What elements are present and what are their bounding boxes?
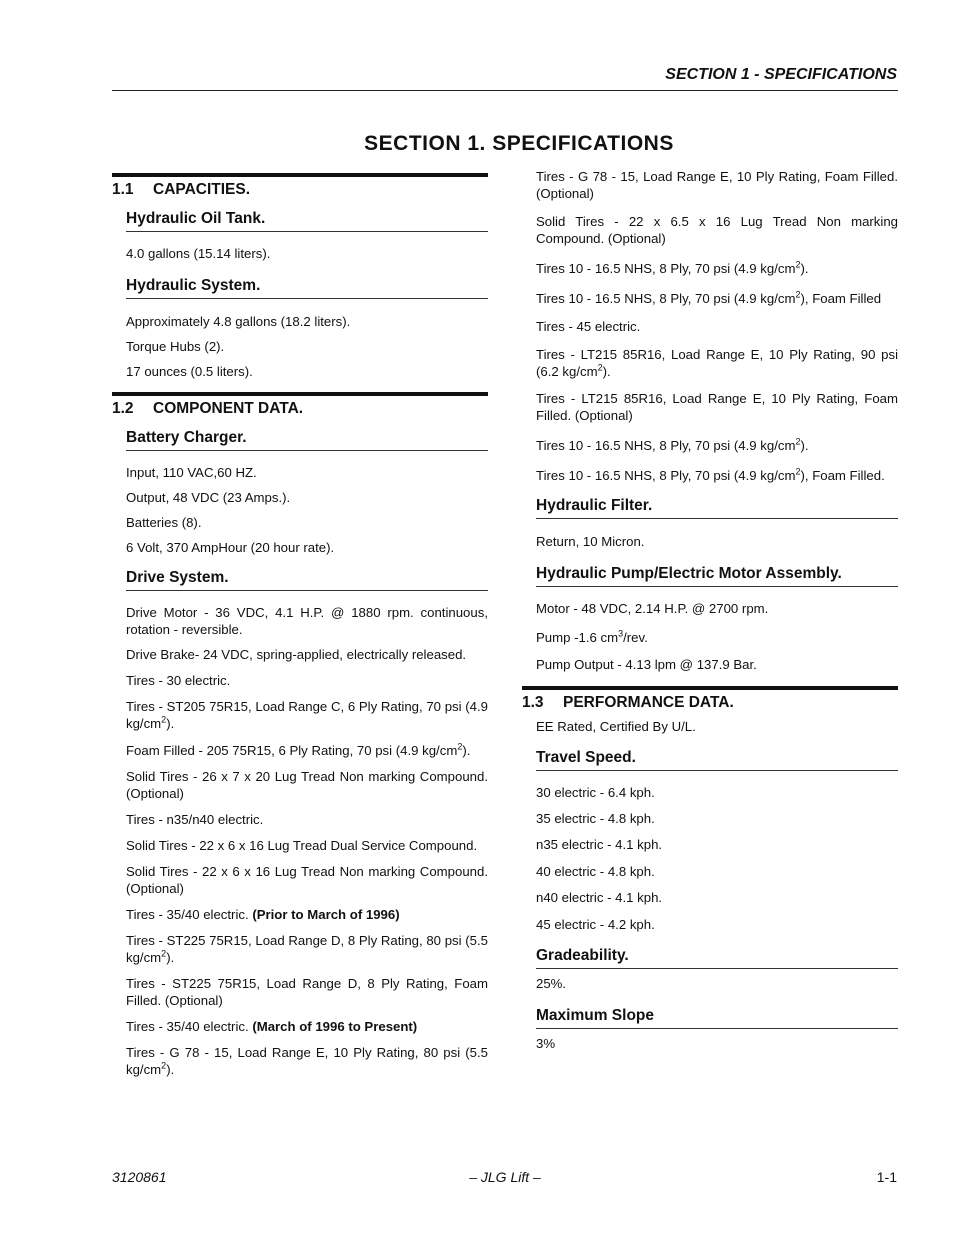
list-item: Tires 10 - 16.5 NHS, 8 Ply, 70 psi (4.9 $kg/cm^2$), Foam Filled. (536, 466, 885, 483)
list-item: Solid Tires - 22 x 6 x 16 Lug Tread Dual Service Compound. (126, 838, 478, 853)
list-item: Motor - 48 VDC, 2.14 H.P. @ 2700 rpm. (536, 601, 769, 616)
hydraulic-filter-heading: Hydraulic Filter. (536, 497, 898, 519)
footer-brand: – JLG Lift – (469, 1169, 541, 1185)
battery-charger-list (126, 464, 488, 556)
list-item: Tires - n35/n40 electric. (126, 812, 264, 827)
drive-system-heading: Drive System. (126, 569, 488, 591)
list-item: 30 electric - 6.4 kph. (536, 785, 655, 800)
page-title: SECTION 1. SPECIFICATIONS (364, 132, 674, 155)
travel-speed-heading: Travel Speed. (536, 749, 898, 771)
hydraulic-system-heading: Hydraulic System. (126, 277, 488, 299)
list-item: Pump Output - 4.13 lpm @ 137.9 Bar. (536, 657, 757, 672)
section-1-1-heading: 1.1 CAPACITIES. (112, 173, 488, 198)
page-number: 1-1 (876, 1169, 897, 1185)
section-1-3-heading: 1.3 PERFORMANCE DATA. (522, 686, 898, 711)
performance-note (536, 718, 898, 735)
list-item: Tires - ST205 75R15, Load Range C, 6 Ply Rating, 70 psi (4.9 $kg/cm^2$). (126, 699, 488, 731)
list-item: Tires - 35/40 electric. (March of 1996 to Present) (126, 1019, 418, 1034)
list-item: Approximately 4.8 gallons (18.2 liters). (126, 314, 351, 329)
list-item: Tires 10 - 16.5 NHS, 8 Ply, 70 psi (4.9 $kg/cm^2$). (536, 259, 809, 276)
list-item: Tires - ST225 75R15, Load Range D, 8 Ply Rating, 80 psi (5.5 $kg/cm^2$). (126, 933, 488, 965)
list-item: Batteries (8). (126, 515, 202, 530)
hydraulic-pump-list (536, 600, 898, 673)
list-item: 4.0 gallons (15.14 liters). (126, 246, 271, 261)
list-item: n40 electric - 4.1 kph. (536, 890, 663, 905)
list-item: Tires - LT215 85R16, Load Range E, 10 Ply Rating, 90 psi (6.2 $kg/cm^2$). (536, 347, 898, 379)
list-item: Solid Tires - 26 x 7 x 20 Lug Tread Non marking Compound. (Optional) (126, 769, 488, 801)
hydraulic-oil-tank-list (126, 245, 488, 262)
list-item: Output, 48 VDC (23 Amps.). (126, 490, 291, 505)
drive-system-list (126, 604, 488, 1078)
list-item: Torque Hubs (2). (126, 339, 225, 354)
list-item: Tires 10 - 16.5 NHS, 8 Ply, 70 psi (4.9 $kg/cm^2$). (536, 436, 809, 453)
list-item: Tires - G 78 - 15, Load Range E, 10 Ply Rating, Foam Filled. (Optional) (536, 169, 898, 201)
ee-rating: EE Rated, Certified By U/L. (536, 719, 696, 734)
list-item: Drive Motor - 36 VDC, 4.1 H.P. @ 1880 rpm. continuous, rotation - reversible. (126, 605, 488, 637)
travel-speed-list (536, 784, 898, 933)
list-item: 45 electric - 4.2 kph. (536, 917, 655, 932)
hydraulic-system-list (126, 313, 488, 380)
hydraulic-oil-tank-heading: Hydraulic Oil Tank. (126, 210, 488, 232)
list-item: 40 electric - 4.8 kph. (536, 864, 655, 879)
list-item: 6 Volt, 370 AmpHour (20 hour rate). (126, 540, 335, 555)
maximum-slope-heading: Maximum Slope (536, 1007, 898, 1029)
list-item: 3% (536, 1036, 556, 1051)
list-item: Tires 10 - 16.5 NHS, 8 Ply, 70 psi (4.9 $kg/cm^2$), Foam Filled (536, 289, 882, 306)
list-item: 35 electric - 4.8 kph. (536, 811, 655, 826)
hydraulic-filter-list (536, 533, 898, 550)
document-number: 3120861 (112, 1169, 167, 1185)
list-item: Tires - 30 electric. (126, 673, 231, 688)
list-item: Tires - LT215 85R16, Load Range E, 10 Ply Rating, Foam Filled. (Optional) (536, 391, 898, 423)
list-item: n35 electric - 4.1 kph. (536, 837, 663, 852)
tire-options-list (536, 168, 898, 484)
list-item: Foam Filled - 205 75R15, 6 Ply Rating, 70 psi (4.9 $kg/cm^2$). (126, 741, 471, 758)
list-item: Tires - 45 electric. (536, 319, 641, 334)
section-1-2-heading: 1.2 COMPONENT DATA. (112, 392, 488, 417)
left-column (112, 173, 488, 1078)
list-item: Return, 10 Micron. (536, 534, 645, 549)
right-column (522, 168, 898, 1052)
list-item: Tires - G 78 - 15, Load Range E, 10 Ply Rating, 80 psi (5.5 $kg/cm^2$). (126, 1045, 488, 1077)
battery-charger-heading: Battery Charger. (126, 429, 488, 451)
list-item: Solid Tires - 22 x 6.5 x 16 Lug Tread Non marking Compound. (Optional) (536, 214, 898, 246)
header-rule (112, 90, 898, 91)
hydraulic-pump-heading: Hydraulic Pump/Electric Motor Assembly. (536, 565, 898, 587)
list-item: Tires - 35/40 electric. (Prior to March of 1996) (126, 907, 400, 922)
gradeability-list (536, 975, 898, 992)
list-item: Tires - ST225 75R15, Load Range D, 8 Ply Rating, Foam Filled. (Optional) (126, 976, 488, 1008)
list-item: Pump -1.6 $cm^3$/rev. (536, 628, 648, 645)
list-item: Drive Brake- 24 VDC, spring-applied, electrically released. (126, 647, 467, 662)
list-item: 25%. (536, 976, 567, 991)
list-item: 17 ounces (0.5 liters). (126, 364, 253, 379)
list-item: Solid Tires - 22 x 6 x 16 Lug Tread Non marking Compound. (Optional) (126, 864, 488, 896)
gradeability-heading: Gradeability. (536, 947, 898, 969)
list-item: Input, 110 VAC,60 HZ. (126, 465, 257, 480)
running-header: SECTION 1 - SPECIFICATIONS (665, 66, 897, 83)
maximum-slope-list (536, 1035, 898, 1052)
